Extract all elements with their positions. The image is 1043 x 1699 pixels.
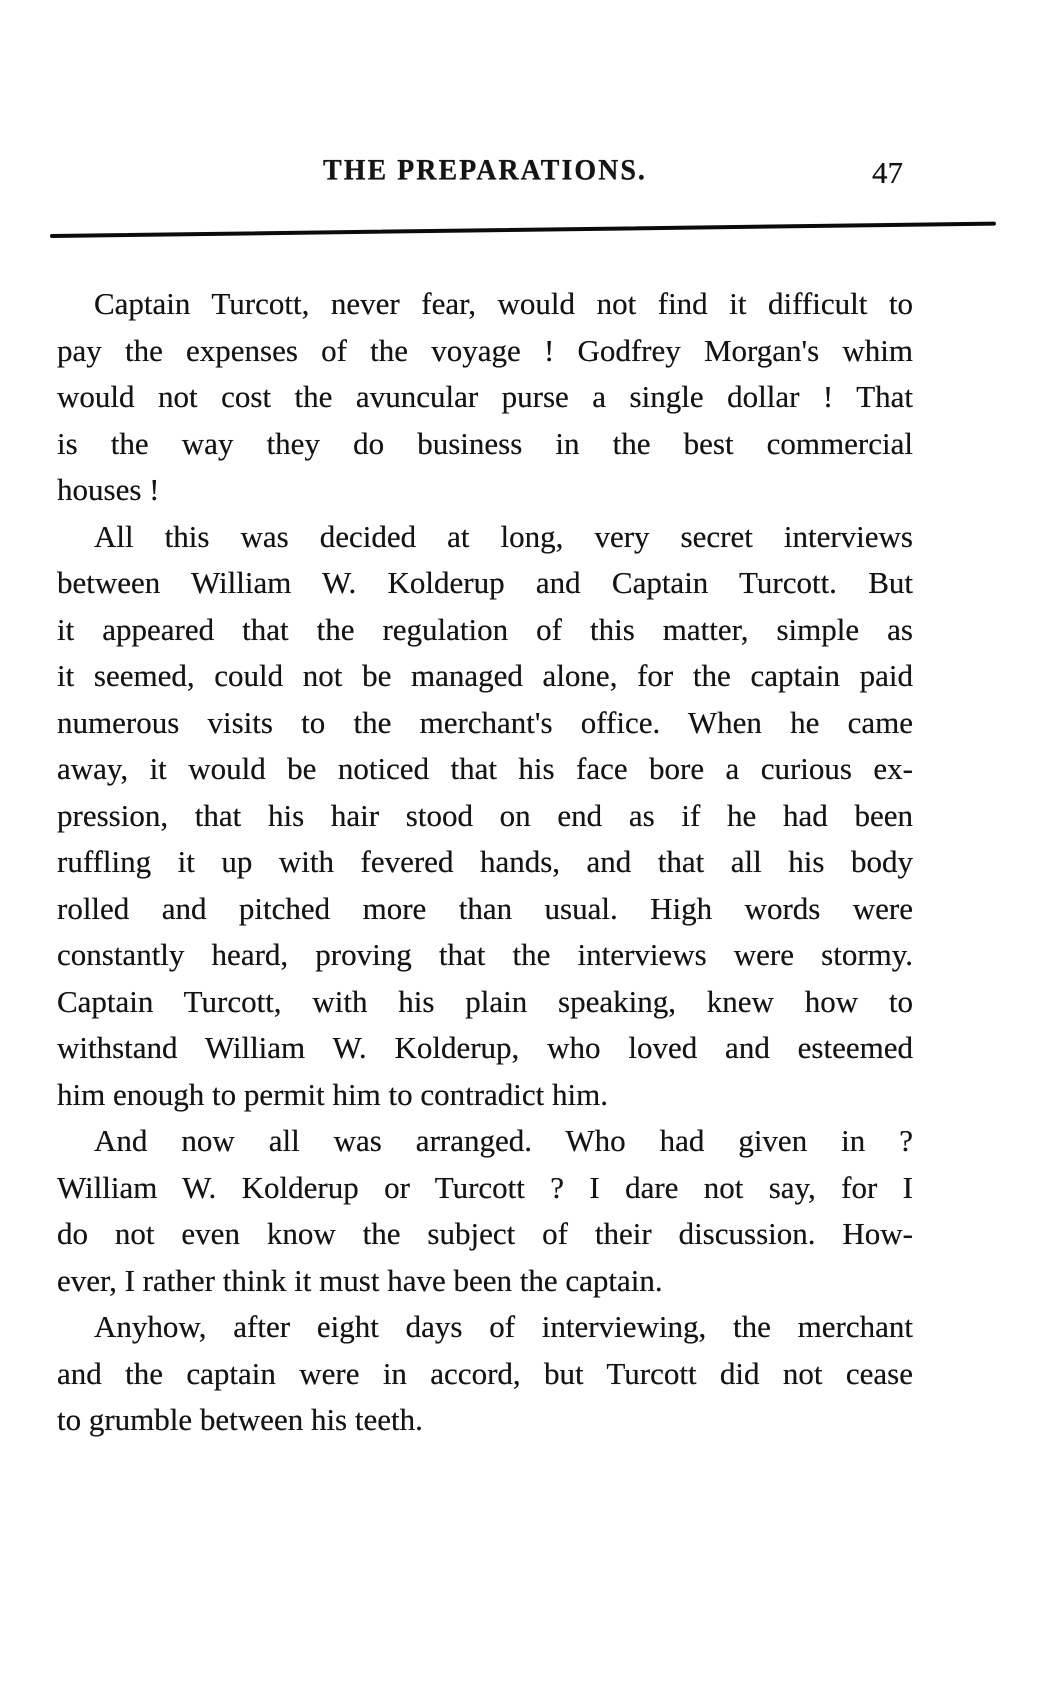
text-line: ever, I rather think it must have been the captain. [57,1262,663,1298]
paragraph [57,1304,913,1444]
paragraph [57,1118,913,1304]
body-text [57,281,913,1444]
text-line: it appeared that the regulation of this matter, simple as [57,611,913,647]
text-line: All this was decided at long, very secret interviews [94,518,913,554]
text-line: it seemed, could not be managed alone, for the captain paid [57,658,913,693]
page-number: 47 [872,155,903,190]
text-line: away, it would be noticed that his face bore a curious ex- [57,751,913,786]
text-line: constantly heard, proving that the interviews were stormy. [57,937,913,972]
text-line: Captain Turcott, with his plain speaking, knew how to [57,983,913,1019]
text-line: do not even know the subject of their discussion. How- [57,1216,913,1251]
text-line: between William W. Kolderup and Captain Turcott. But [57,565,913,600]
text-line: would not cost the avuncular purse a single dollar ! That [57,379,913,414]
text-line: William W. Kolderup or Turcott ? I dare not say, for I [57,1169,913,1205]
text-line: pression, that his hair stood on end as if he had been [57,797,913,833]
text-line: And now all was arranged. Who had given in ? [94,1123,913,1158]
text-line: pay the expenses of the voyage ! Godfrey Morgan's whim [57,332,913,368]
text-line: him enough to permit him to contradict him. [57,1076,609,1112]
text-line: numerous visits to the merchant's office. When he came [57,704,913,740]
paragraph [57,514,913,1119]
running-title: THE PREPARATIONS. [323,154,647,187]
text-line: rolled and pitched more than usual. High words were [57,890,913,926]
text-line: ruffling it up with fevered hands, and that all his body [57,844,913,879]
text-line: Captain Turcott, never fear, would not find it difficult to [94,286,913,321]
paragraph [57,281,913,514]
text-line: is the way they do business in the best commercial [57,425,913,461]
text-line: and the captain were in accord, but Turcott did not cease [57,1355,913,1391]
text-line: to grumble between his teeth. [57,1402,423,1437]
page-header [57,155,913,195]
header-rule [50,222,996,238]
text-line: houses ! [57,472,160,507]
text-line: Anyhow, after eight days of interviewing, the merchant [94,1309,913,1344]
text-line: withstand William W. Kolderup, who loved and esteemed [57,1030,913,1065]
